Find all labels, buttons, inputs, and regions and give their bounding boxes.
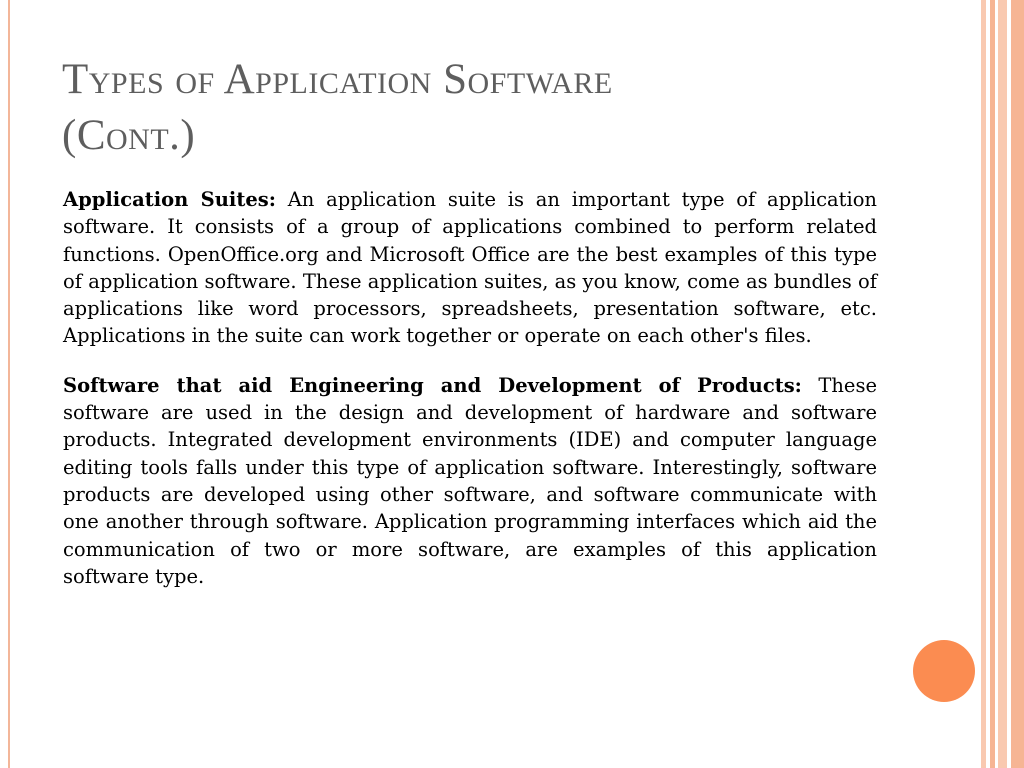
slide-title-line-1: Types of Application Software (62, 56, 613, 103)
paragraph-text: These software are used in the design and development of hardware and software products. Integrated development environments (IDE) and computer language editing tools falls under this type of application software. Interestingly, software products are developed using other software, and software communicate with one another through software. Application programming interfaces which aid the communication of two or more software, are examples of this application software type. (63, 373, 877, 588)
paragraph-heading: Software that aid Engineering and Development of Products: (63, 373, 802, 397)
slide-title (62, 52, 882, 164)
slide-title-line-2: (Cont.) (62, 112, 196, 159)
left-border-line (8, 0, 10, 768)
right-stripe-2 (990, 0, 995, 768)
right-stripe-3 (998, 0, 1007, 768)
paragraph-heading: Application Suites: (63, 188, 276, 211)
paragraph-application-suites (63, 186, 877, 350)
slide-body (63, 186, 877, 612)
decorative-circle (913, 640, 975, 702)
right-stripe-4 (1011, 0, 1024, 768)
paragraph-text: An application suite is an important type of application software. It consists of a group of applications combined to perform related functions. OpenOffice.org and Microsoft Office are the best examples of this type of application software. These application suites, as you know, come as bundles of applications like word processors, spreadsheets, presentation software, etc. Applications in the suite can work together or operate on each other's files. (63, 188, 877, 348)
right-stripe-1 (981, 0, 986, 768)
paragraph-engineering-software (63, 372, 877, 590)
